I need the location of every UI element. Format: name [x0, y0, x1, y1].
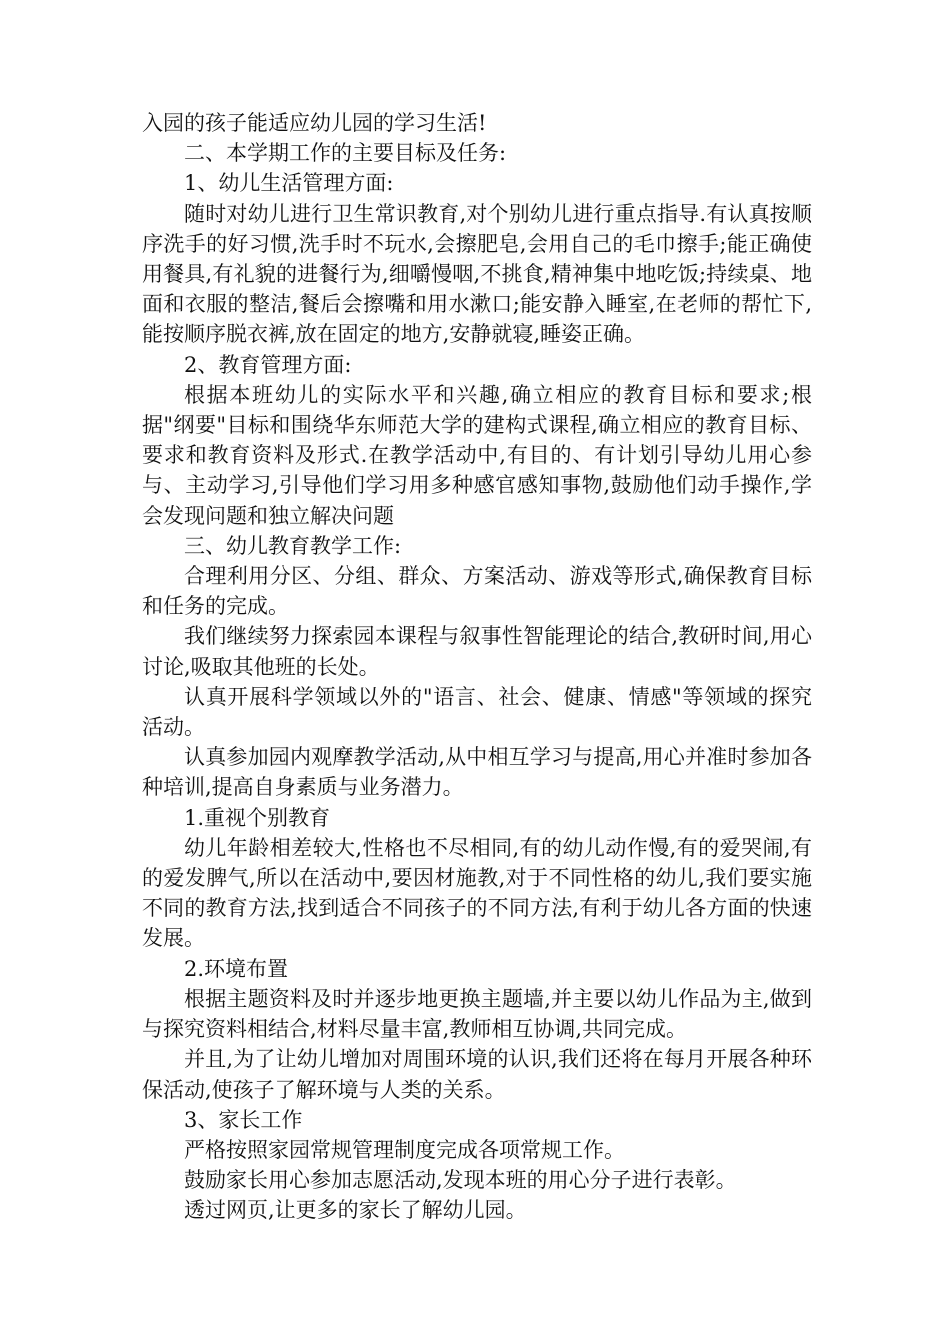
paragraph: 认真开展科学领域以外的"语言、社会、健康、情感"等领域的探究活动。 [142, 684, 812, 740]
paragraph: 随时对幼儿进行卫生常识教育,对个别幼儿进行重点指导.有认真按顺序洗手的好习惯,洗手时不玩水,会擦肥皂,会用自己的毛巾擦手;能正确使用餐具,有礼貌的进餐行为,细嚼慢咽,不挑食,精神集中地吃饭;持续桌、地面和衣服的整洁,餐后会擦嘴和用水漱口;能安静入睡室,在老师的帮忙下,能按顺序脱衣裤,放在固定的地方,安静就寝,睡姿正确。 [142, 201, 812, 347]
section-heading: 三、幼儿教育教学工作: [184, 533, 402, 558]
subsection-heading: 2.环境布置 [184, 956, 289, 981]
paragraph: 认真参加园内观摩教学活动,从中相互学习与提高,用心并准时参加各种培训,提高自身素质与业务潜力。 [142, 745, 812, 800]
paragraph: 并且,为了让幼儿增加对周围环境的认识,我们还将在每月开展各种环保活动,使孩子了解环境与人类的关系。 [142, 1047, 812, 1102]
document-body [142, 108, 812, 1226]
paragraph: 入园的孩子能适应幼儿园的学习生活! [142, 111, 487, 135]
paragraph: 严格按照家园常规管理制度完成各项常规工作。 [184, 1137, 625, 1162]
paragraph: 透过网页,让更多的家长了解幼儿园。 [184, 1198, 527, 1223]
paragraph: 我们继续努力探索园本课程与叙事性智能理论的结合,教研时间,用心讨论,吸取其他班的长处。 [142, 624, 812, 679]
subsection-heading: 1、幼儿生活管理方面: [184, 171, 394, 196]
paragraph: 根据主题资料及时并逐步地更换主题墙,并主要以幼儿作品为主,做到与探究资料相结合,材料尽量丰富,教师相互协调,共同完成。 [142, 986, 812, 1042]
paragraph: 根据本班幼儿的实际水平和兴趣,确立相应的教育目标和要求;根据"纲要"目标和围绕华东师范大学的建构式课程,确立相应的教育目标、要求和教育资料及形式.在教学活动中,有目的、有计划引导幼儿用心参与、主动学习,引导他们学习用多种感官感知事物,鼓励他们动手操作,学会发现问题和独立解决问题 [142, 382, 812, 528]
subsection-heading: 2、教育管理方面: [184, 352, 352, 377]
paragraph: 鼓励家长用心参加志愿活动,发现本班的用心分子进行表彰。 [184, 1168, 737, 1193]
subsection-heading: 3、家长工作 [184, 1107, 303, 1132]
subsection-heading: 1.重视个别教育 [184, 805, 331, 830]
paragraph: 合理利用分区、分组、群众、方案活动、游戏等形式,确保教育目标和任务的完成。 [142, 564, 812, 619]
paragraph: 幼儿年龄相差较大,性格也不尽相同,有的幼儿动作慢,有的爱哭闹,有的爱发脾气,所以在活动中,要因材施教,对于不同性格的幼儿,我们要实施不同的教育方法,找到适合不同孩子的不同方法,有利于幼儿各方面的快速发展。 [142, 835, 812, 951]
section-heading: 二、本学期工作的主要目标及任务: [184, 141, 507, 166]
